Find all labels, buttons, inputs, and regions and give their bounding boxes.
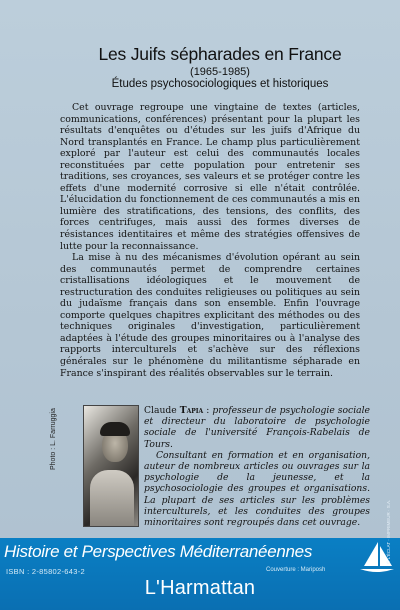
author-photo xyxy=(83,405,139,527)
author-photo-shirt xyxy=(90,470,134,526)
isbn: ISBN : 2-85802-643-2 xyxy=(6,567,85,576)
cover-credit: Couverture : Mariposh xyxy=(266,567,326,573)
author-bio xyxy=(144,405,370,528)
series-name: Histoire et Perspectives Méditerranéennes xyxy=(4,542,313,561)
book-subtitle: Études psychosociologiques et historiques xyxy=(111,78,329,90)
author-bio-first xyxy=(144,405,370,450)
description-text xyxy=(60,102,360,379)
photo-credit: Photo : L. Farruggia xyxy=(50,408,57,470)
description-paragraph: La mise à nu des mécanismes d'évolution opérant au sein des communautés permet de comprendre certaines cristallisations idéologiques et le mouvement de restructuration des conduites religieuses ou politiques au sein du judaïsme français dans son ensemble. Enfin l'ouvrage comporte quelques chapitres explicitant des méthodes ou des techniques originales d'investigation, particulièrement adaptées à l'étude des groupes minoritaires ou à l'analyse des rapports interculturels et s'achève sur des réflexions générales sur le phénomène du militantisme sépharade en France s'inspirant des réalités observables sur le terrain. xyxy=(60,252,360,379)
author-bio-line: professeur de psychologie sociale et directeur du laboratoire de psychologie sociale de l'université François-Rabelais de Tours. xyxy=(144,405,370,450)
book-title: Les Juifs sépharades en France xyxy=(98,44,342,64)
author-photo-hair xyxy=(100,422,130,436)
book-years: (1965-1985) xyxy=(190,66,250,78)
author-last-name: Tapia xyxy=(179,405,204,416)
author-first-name: Claude xyxy=(144,405,180,416)
printer-credit: © L'ÉCLAT · IMPRIMEUR · S.A. xyxy=(386,499,391,564)
publisher-name: L'Harmattan xyxy=(144,577,256,599)
author-separator: : xyxy=(203,405,213,416)
description-paragraph: Cet ouvrage regroupe une vingtaine de textes (articles, communications, conférences) présentant pour la plupart les résultats d'enquêtes ou d'études sur les juifs d'Afrique du Nord transplantés en France. Le champ plus particulièrement exploré par l'auteur est celui des communautés locales reconstituées par cette population pour entretenir ses traditions, ses croyances, ses valeurs et se protéger contre les effets d'une modernité corrosive si elle n'était contrôlée. L'élucidation du fonctionnement de ces communautés a mis en lumière des stratifications, des tensions, des conflits, des forces centrifuges, mais aussi des formes diverses de résistances identitaires et même des stratégies offensives de lutte pour la reconnaissance. xyxy=(60,102,360,252)
author-bio-second: Consultant en formation et en organisation, auteur de nombreux articles ou ouvrages sur la psychologie de la jeunesse, et la psychosociologie des groupes et organisations. La plupart de ses articles sur les problèmes interculturels, et les conduites des groupes minoritaires sont regroupés dans cet ouvrage. xyxy=(144,449,370,529)
